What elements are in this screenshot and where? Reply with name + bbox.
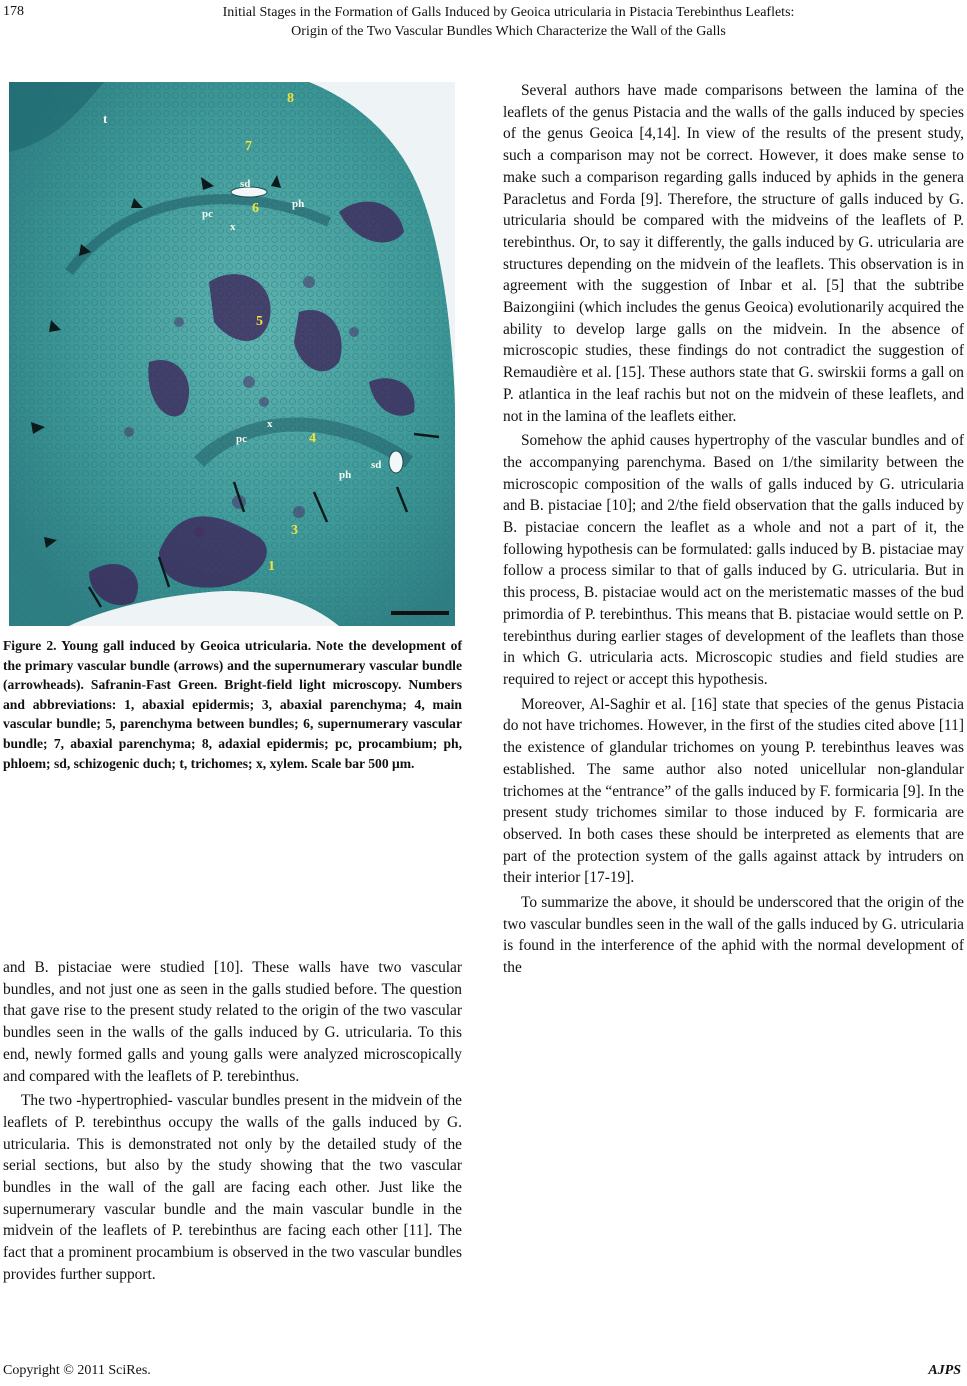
label-sd-bottom: sd <box>371 459 382 471</box>
label-ph-top: ph <box>292 198 305 210</box>
running-head-line-1: Initial Stages in the Formation of Galls Induced by Geoica utricularia in Pistacia Terebinthus Leaflets: <box>222 5 795 20</box>
label-sd-top: sd <box>240 178 251 190</box>
figure-caption: Figure 2. Young gall induced by Geoica utricularia. Note the development of the primary vascular bundle (arrows) and the supernumerary vascular bundle (arrowheads). Safranin-Fast Green. Bright-field light microscopy. Numbers and abbreviations: 1, abaxial epidermis; 3, abaxial parenchyma; 4, main vascular bundle; 5, parenchyma between bundles; 6, supernumerary vascular bundle; 7, abaxial parenchyma; 8, adaxial epidermis; pc, procambium; ph, phloem; sd, schizogenic duch; t, trichomes; x, xylem. Scale bar 500 μm. <box>3 638 462 771</box>
left-column <box>3 957 462 1286</box>
running-head <box>60 3 957 41</box>
label-ph-bottom: ph <box>339 469 352 481</box>
right-paragraph-2: Somehow the aphid causes hypertrophy of the vascular bundles and of the accompanying parenchyma. Based on 1/the similarity between the microscopic composition of the walls of galls induced by G. utricularia and B. pistaciae [10]; and 2/the field observation that the galls induced by B. pistaciae concern the leaflet as a whole and not a part of it, the following hypothesis can be formulated: galls induced by B. pistaciae may follow a process similar to that of galls induced by G. utricularia. But in this process, B. pistaciae would act on the meristematic masses of the bud primordia of P. terebinthus. This means that B. pistaciae would settle on P. terebinthus during earlier stages of development of the leaflets than those in which G. utricularia acts. Microscopic studies and field studies are required to reject or accept this hypothesis. <box>503 432 964 688</box>
label-7: 7 <box>245 139 252 154</box>
label-t: t <box>103 111 108 126</box>
footer-copyright: Copyright © 2011 SciRes. <box>3 1363 151 1378</box>
label-4: 4 <box>309 431 316 446</box>
label-6: 6 <box>252 201 259 216</box>
page-number: 178 <box>3 4 24 19</box>
label-3: 3 <box>291 523 298 538</box>
micrograph-image <box>9 82 455 626</box>
label-x-top: x <box>230 221 236 233</box>
left-paragraph-2: The two -hypertrophied- vascular bundles present in the midvein of the leaflets of P. terebinthus occupy the walls of the galls induced by G. utricularia. This is demonstrated not only by the detailed study of the serial sections, but also by the study showing that the two vascular bundles in the wall of the gall are facing each other. Just like the supernumerary vascular bundle and the main vascular bundle in the midvein of the leaflets of P. terebinthus are facing each other [11]. The fact that a prominent procambium is observed in the two vascular bundles provides further support. <box>3 1092 462 1283</box>
left-paragraph-1: and B. pistaciae were studied [10]. These walls have two vascular bundles, and not just one as seen in the galls studied before. The question that gave rise to the present study related to the origin of the two vascular bundles seen in the walls of the galls induced by G. utricularia. To this end, newly formed galls and young galls were analyzed microscopically and compared with the leaflets of P. terebinthus. <box>3 959 462 1085</box>
label-x-bottom: x <box>267 418 273 430</box>
scale-bar <box>391 611 449 615</box>
right-paragraph-3: Moreover, Al-Saghir et al. [16] state that species of the genus Pistacia do not have trichomes. However, in the first of the studies cited above [11] the existence of glandular trichomes on young P. terebinthus leaves was established. The same author also noted unicellular non-glandular trichomes at the “entrance” of the galls induced by F. formicaria [9]. In the present study trichomes similar to those induced by F. formicaria are observed. In both cases these should be interpreted as elements that are part of the protection system of the galls against attack by intruders on their interior [17-19]. <box>503 695 964 887</box>
label-1: 1 <box>268 559 275 574</box>
right-paragraph-4: To summarize the above, it should be underscored that the origin of the two vascular bundles seen in the wall of the galls induced by G. utricularia is found in the interference of the aphid with the normal development of the <box>503 894 964 977</box>
right-column <box>503 80 964 979</box>
label-5: 5 <box>256 314 263 329</box>
label-8: 8 <box>287 91 294 106</box>
label-pc-top: pc <box>202 208 213 220</box>
label-pc-bottom: pc <box>236 433 247 445</box>
right-paragraph-1: Several authors have made comparisons between the lamina of the leaflets of the genus Pistacia and the walls of the galls induced by species of the genus Geoica [4,14]. In view of the results of the present study, such a comparison may not be correct. However, it does make sense to make such a comparison regarding galls induced by aphids in the genera Paracletus and Forda [9]. Therefore, the structure of galls induced by G. utricularia should be compared with the midveins of the leaflets of P. terebinthus. Or, to say it differently, the galls induced by G. utricularia are structures depending on the midvein of the leaflets. This observation is in agreement with the suggestion of Inbar et al. [5] that the subtribe Baizongiini (which includes the genus Geoica) evolutionarily acquired the ability to develop large galls on the midvein. In the absence of microscopic studies, these findings do not contradict the suggestion of Remaudière et al. [15]. These authors state that G. swirskii forms a gall on P. atlantica in the leaf rachis but not on the midvein of these leaflets, and not in the lamina of the leaflets either. <box>503 82 964 425</box>
micrograph-figure <box>9 82 455 626</box>
footer-journal: AJPS <box>928 1363 961 1378</box>
running-head-line-2: Origin of the Two Vascular Bundles Which Characterize the Wall of the Galls <box>291 24 726 39</box>
